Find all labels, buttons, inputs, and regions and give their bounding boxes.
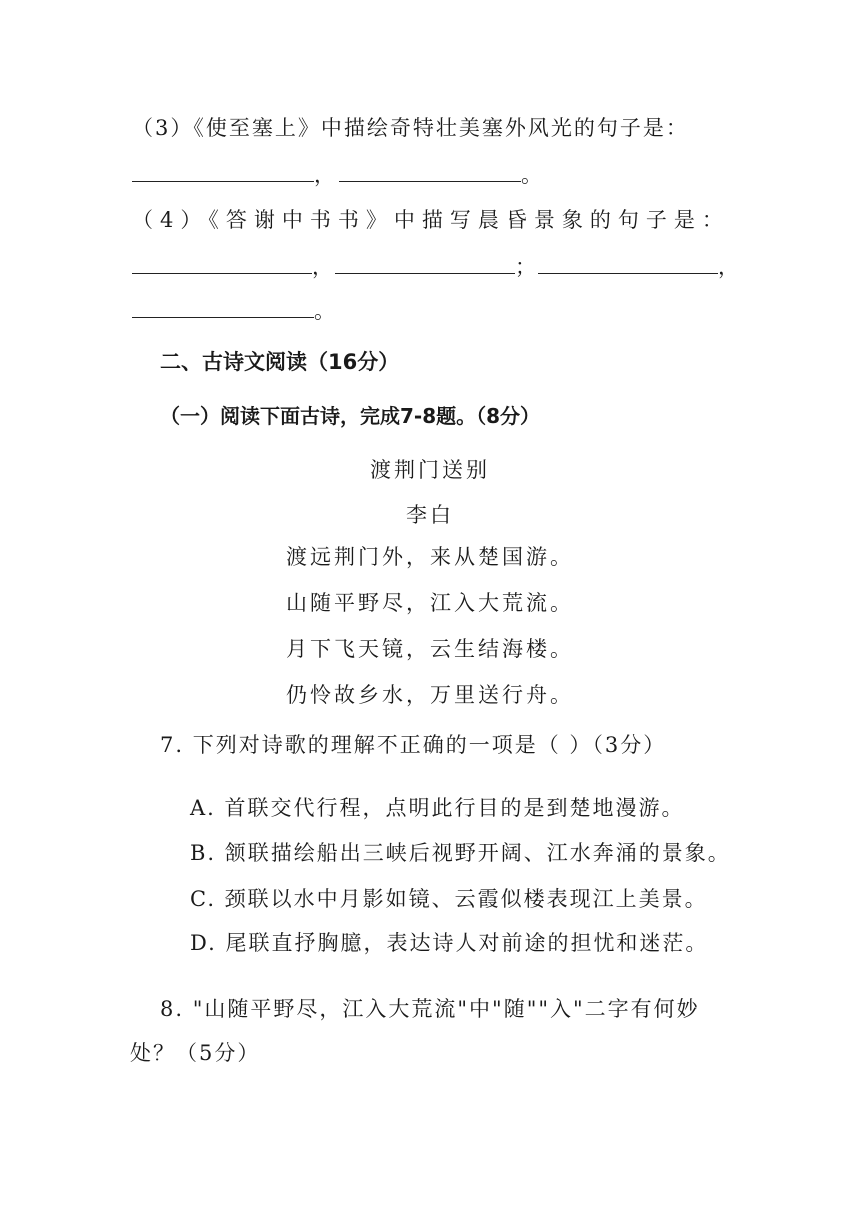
answer-blank[interactable] <box>538 253 718 274</box>
answer-blank[interactable] <box>339 161 521 182</box>
question-3-answer-line <box>132 160 542 190</box>
punctuation: ； <box>515 255 536 279</box>
question-3-prompt: （3）《使至塞上》中描绘奇特壮美塞外风光的句子是： <box>132 116 689 140</box>
question-8-stem-continued: 处？（5分） <box>130 1041 261 1065</box>
question-4-answer-line-2 <box>132 296 335 326</box>
punctuation: 。 <box>521 163 542 187</box>
section-title: 二、古诗文阅读（16分） <box>160 350 400 374</box>
option-b[interactable]: B. 颔联描绘船出三峡后视野开阔、江水奔涌的景象。 <box>190 841 731 865</box>
option-c[interactable]: C. 颈联以水中月影如镜、云霞似楼表现江上美景。 <box>190 887 708 911</box>
poem-line: 仍怜故乡水，万里送行舟。 <box>286 683 574 707</box>
option-d[interactable]: D. 尾联直抒胸臆，表达诗人对前途的担忧和迷茫。 <box>190 931 709 955</box>
poem-line: 山随平野尽，江入大荒流。 <box>286 591 574 615</box>
question-8-stem: 8. "山随平野尽，江入大荒流"中"随""入"二字有何妙 <box>160 997 700 1021</box>
poem-line: 月下飞天镜，云生结海楼。 <box>286 637 574 661</box>
answer-blank[interactable] <box>132 161 314 182</box>
part-title: （一）阅读下面古诗，完成7-8题。（8分） <box>160 404 541 428</box>
answer-blank[interactable] <box>132 297 314 318</box>
poem-title: 渡荆门送别 <box>370 458 490 482</box>
answer-blank[interactable] <box>335 253 515 274</box>
punctuation: ， <box>312 255 333 279</box>
poem-line: 渡远荆门外，来从楚国游。 <box>286 545 574 569</box>
punctuation: 。 <box>314 299 335 323</box>
punctuation: ， <box>314 163 335 187</box>
answer-blank[interactable] <box>132 253 312 274</box>
punctuation: ， <box>718 255 739 279</box>
option-a[interactable]: A. 首联交代行程，点明此行目的是到楚地漫游。 <box>190 796 685 820</box>
question-4-prompt: （4）《答谢中书书》中描写晨昏景象的句子是： <box>132 208 730 232</box>
poem-author: 李白 <box>406 503 454 527</box>
question-7-stem: 7. 下列对诗歌的理解不正确的一项是（ ）（3分） <box>160 733 667 757</box>
question-4-answer-line-1 <box>132 252 739 282</box>
